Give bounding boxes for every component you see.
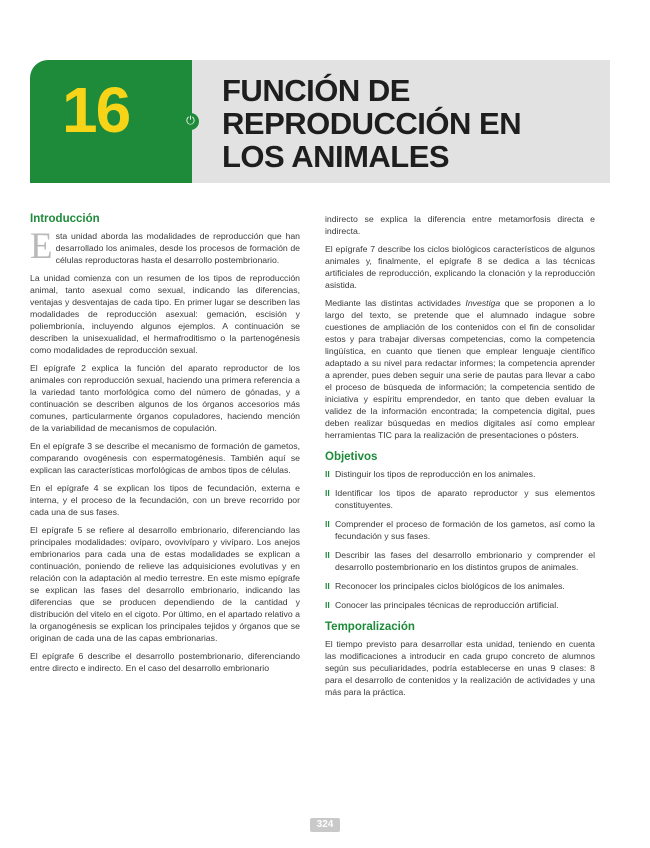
bullet-icon: ll (325, 488, 330, 498)
intro-paragraph-text: sta unidad aborda las modalidades de reproducción que han desarrollado los animales, desde los procesos de formación de células reproductoras hasta el desarrollo postembrionario. (55, 231, 300, 265)
objective-item (325, 518, 595, 542)
intro-paragraph (325, 297, 595, 441)
objectives-heading: Objetivos (325, 451, 378, 463)
objective-item (325, 599, 595, 611)
intro-text: que se proponen a lo largo del texto, se pretende que el alumnado indague sobre cuestiones de ampliación de los contenidos con el fin de consolidar estos y para trabajar diversas competencias, como la competencia lingüística, en cuanto que tienen que emplear lenguaje científico adaptado a su nivel para redactar informes; la competencia aprender a aprender, pues deben seguir una serie de pautas para llevar a cabo el proceso de búsqueda de información; la competencia sentido de iniciativa y espíritu emprendedor, en tanto que deben evaluar la validez de la información encontrada; la competencia digital, pues deben realizar búsquedas en medios digitales así como emplear herramientas TIC para la realización de presentaciones o pósters. (325, 298, 595, 440)
chapter-number: 16 (62, 74, 130, 146)
intro-paragraph: En el epígrafe 3 se describe el mecanismo de formación de gametos, comparando ovogénesis con espermatogénesis. También aquí se explican las características morfológicas de ambos tipos de células. (30, 441, 300, 475)
intro-paragraph: El epígrafe 2 explica la función del aparato reproductor de los animales con reproducción sexual, haciendo una primera referencia a la variedad tanto morfológica como del número de gónadas, y a continuación se describen algunos de los órganos accesorios más comunes, particularmente órganos copuladores, haciendo mención de la variabilidad de mecanismos de copulación. (30, 363, 300, 433)
intro-paragraph: El epígrafe 6 describe el desarrollo postembrionario, diferenciando entre directo e indirecto. En el caso del desarrollo embrionario (30, 651, 300, 673)
intro-paragraph: En el epígrafe 4 se explican los tipos de fecundación, externa e interna, y el proceso de la fecundación, con un breve recorrido por cada una de sus fases. (30, 483, 300, 517)
dropcap: E (30, 226, 53, 267)
objective-text: Reconocer los principales ciclos biológicos de los animales. (335, 581, 565, 591)
intro-text: Mediante las distintas actividades (325, 298, 466, 308)
objective-text: Comprender el proceso de formación de los gametos, así como la fecundación y sus fases. (335, 519, 595, 541)
objective-text: Describir las fases del desarrollo embrionario y comprender el desarrollo postembrionario en los distintos grupos de animales. (335, 550, 595, 572)
intro-paragraph: El epígrafe 7 describe los ciclos biológicos característicos de algunos animales y, finalmente, el epígrafe 8 se dedica a las técnicas artificiales de reproducción, explicando la clonación y la reproducción asistida. (325, 244, 595, 290)
chapter-title (222, 74, 602, 173)
bullet-icon: ll (325, 581, 330, 591)
objective-item (325, 580, 595, 592)
objective-item (325, 468, 595, 480)
chapter-title-line: LOS ANIMALES (222, 139, 450, 174)
objective-text: Identificar los tipos de aparato reproductor y sus elementos constituyentes. (335, 488, 595, 510)
intro-heading: Introducción (30, 213, 100, 225)
power-icon: ⏻ (182, 113, 199, 130)
timing-paragraph: El tiempo previsto para desarrollar esta unidad, teniendo en cuenta las modificaciones a introducir en cada grupo concreto de alumnos según sus peculiaridades, podría establecerse en unas 9 clases: 8 para el desarrollo de contenidos y la realización de actividades y una más para la práctica. (325, 639, 595, 697)
objective-text: Conocer las principales técnicas de reproducción artificial. (335, 600, 559, 610)
bullet-icon: ll (325, 469, 330, 479)
page-number: 324 (310, 818, 340, 832)
objective-item (325, 549, 595, 573)
objectives-list (325, 468, 595, 611)
bullet-icon: ll (325, 550, 330, 560)
left-column (30, 213, 300, 680)
timing-heading: Temporalización (325, 621, 415, 633)
intro-paragraph: El epígrafe 5 se refiere al desarrollo embrionario, diferenciando las principales modalidades: ovíparo, ovovivíparo y vivíparo. Los anejos embrionarios para cada una de estas modalidades se explican a continuación, poniendo de relieve las adquisiciones evolutivas y en relación con la adaptación al medio terrestre. En este mismo epígrafe se explican las fases del desarrollo embrionario, indicando las diferencias que se producen dependiendo de la cantidad y distribución del vitelo en el cigoto. Por último, en el apartado relativo a la organogénesis se explican los principales tejidos y órganos que se originan de cada una de las capas embrionarias. (30, 525, 300, 643)
chapter-title-line: FUNCIÓN DE (222, 73, 410, 108)
chapter-title-line: REPRODUCCIÓN EN (222, 106, 522, 141)
intro-paragraph (30, 226, 300, 267)
bullet-icon: ll (325, 600, 330, 610)
intro-paragraph: La unidad comienza con un resumen de los tipos de reproducción animal, tanto asexual como sexual, indicando las diferencias, ventajas y desventajas de cada tipo. En primer lugar se describen las modalidades de reproducción asexual: gemación, escisión y poliembrionía, incluyendo algunos ejemplos. A continuación se describen la unisexualidad, el hermafroditismo o la partenogénesis como modalidades de reproducción sexual. (30, 273, 300, 355)
intro-paragraph: indirecto se explica la diferencia entre metamorfosis directa e indirecta. (325, 214, 595, 236)
bullet-icon: ll (325, 519, 330, 529)
right-column (325, 213, 595, 704)
investiga-emphasis: Investiga (465, 298, 501, 308)
objective-text: Distinguir los tipos de reproducción en los animales. (335, 469, 536, 479)
objective-item (325, 487, 595, 511)
